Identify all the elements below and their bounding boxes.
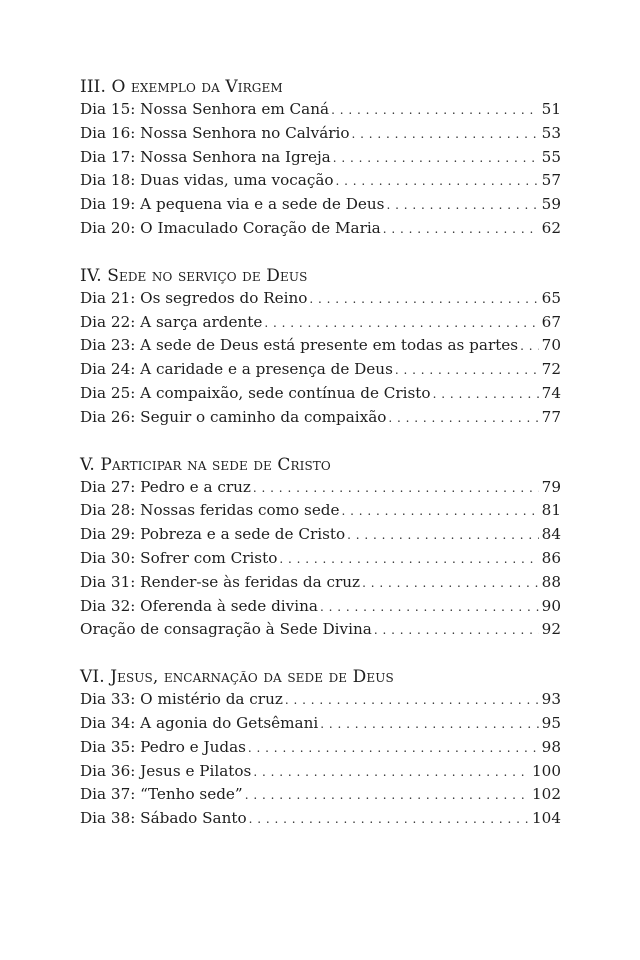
page-number: 86 xyxy=(541,548,561,567)
section-title: V. Participar na sede de Cristo xyxy=(80,454,331,475)
dot-leader xyxy=(245,784,529,807)
entry-label: Dia 25: A compaixão, sede contínua de Cristo xyxy=(80,383,431,402)
entry-label: Dia 27: Pedro e a cruz xyxy=(80,477,251,496)
dot-leader xyxy=(285,689,539,712)
section-title: VI. Jesus, encarnação da sede de Deus xyxy=(80,667,394,688)
table-of-contents xyxy=(80,76,561,855)
entry-label: Dia 38: Sábado Santo xyxy=(80,809,247,828)
entry-label: Dia 30: Sofrer com Cristo xyxy=(80,548,278,567)
entry-label: Dia 24: A caridade e a presença de Deus xyxy=(80,360,393,379)
entry-label: Dia 19: A pequena via e a sede de Deus xyxy=(80,195,385,214)
dot-leader xyxy=(320,596,539,619)
toc-entry xyxy=(80,760,561,784)
toc-section xyxy=(80,666,561,831)
page-number: 93 xyxy=(541,690,561,709)
entry-label: Dia 31: Render-se às feridas da cruz xyxy=(80,572,361,591)
page-number: 98 xyxy=(541,737,561,756)
dot-leader xyxy=(374,619,539,642)
toc-entry xyxy=(80,547,561,571)
toc-entry xyxy=(80,311,561,335)
dot-leader xyxy=(320,713,538,736)
page-number: 81 xyxy=(541,501,561,520)
page-number: 100 xyxy=(532,761,561,780)
toc-entry xyxy=(80,523,561,547)
entry-label: Oração de consagração à Sede Divina xyxy=(80,620,372,639)
entry-label: Dia 15: Nossa Senhora em Caná xyxy=(80,100,330,118)
toc-entry xyxy=(80,358,561,382)
toc-entry xyxy=(80,382,561,406)
page-number: 77 xyxy=(541,407,561,426)
toc-entry xyxy=(80,736,561,760)
toc-entry xyxy=(80,712,561,736)
dot-leader xyxy=(520,335,539,358)
dot-leader xyxy=(386,194,538,217)
toc-entry xyxy=(80,334,561,358)
page-number: 51 xyxy=(541,100,561,118)
toc-section xyxy=(80,454,561,643)
page-number: 67 xyxy=(541,312,561,331)
dot-leader xyxy=(253,761,529,784)
page-number: 84 xyxy=(541,525,561,544)
dot-leader xyxy=(309,288,538,311)
toc-section xyxy=(80,76,561,241)
page-number: 95 xyxy=(541,713,561,732)
entry-label: Dia 35: Pedro e Judas xyxy=(80,737,246,756)
entry-label: Dia 23: A sede de Deus está presente em todas as partes xyxy=(80,336,519,355)
page-number: 62 xyxy=(541,218,561,237)
section-title: IV. Sede no serviço de Deus xyxy=(80,265,308,286)
page-number: 79 xyxy=(541,477,561,496)
entry-label: Dia 33: O mistério da cruz xyxy=(80,690,283,709)
toc-entry xyxy=(80,406,561,430)
dot-leader xyxy=(362,572,539,595)
page-number: 104 xyxy=(532,809,561,828)
dot-leader xyxy=(433,383,539,406)
entry-label: Dia 17: Nossa Senhora na Igreja xyxy=(80,147,331,166)
page-number: 102 xyxy=(532,785,561,804)
dot-leader xyxy=(383,218,539,241)
toc-entry xyxy=(80,193,561,217)
dot-leader xyxy=(342,500,539,523)
toc-entry xyxy=(80,98,561,122)
entry-label: Dia 32: Oferenda à sede divina xyxy=(80,596,318,615)
page-number: 70 xyxy=(541,336,561,355)
toc-entry xyxy=(80,146,561,170)
toc-entry xyxy=(80,783,561,807)
toc-entry xyxy=(80,807,561,831)
page-number: 88 xyxy=(541,572,561,591)
dot-leader xyxy=(347,524,539,547)
page-number: 90 xyxy=(541,596,561,615)
toc-entry xyxy=(80,287,561,311)
entry-label: Dia 22: A sarça ardente xyxy=(80,312,263,331)
entry-label: Dia 28: Nossas feridas como sede xyxy=(80,501,340,520)
dot-leader xyxy=(279,548,538,571)
entry-label: Dia 34: A agonia do Getsêmani xyxy=(80,713,319,732)
page-number: 92 xyxy=(541,620,561,639)
toc-entry xyxy=(80,688,561,712)
page-number: 74 xyxy=(541,383,561,402)
toc-entry xyxy=(80,618,561,642)
entry-label: Dia 37: “Tenho sede” xyxy=(80,785,243,804)
dot-leader xyxy=(253,477,539,500)
entry-label: Dia 18: Duas vidas, uma vocação xyxy=(80,171,334,190)
toc-entry xyxy=(80,217,561,241)
toc-entry xyxy=(80,499,561,523)
dot-leader xyxy=(264,312,538,335)
entry-label: Dia 36: Jesus e Pilatos xyxy=(80,761,252,780)
section-title: III. O exemplo da Virgem xyxy=(80,77,283,97)
dot-leader xyxy=(248,737,539,760)
page-number: 59 xyxy=(541,195,561,214)
dot-leader xyxy=(395,359,539,382)
toc-entry xyxy=(80,122,561,146)
entry-label: Dia 21: Os segredos do Reino xyxy=(80,288,308,307)
entry-label: Dia 16: Nossa Senhora no Calvário xyxy=(80,123,350,142)
dot-leader xyxy=(333,147,539,170)
entry-label: Dia 20: O Imaculado Coração de Maria xyxy=(80,218,381,237)
dot-leader xyxy=(249,808,529,831)
page-number: 57 xyxy=(541,171,561,190)
toc-section xyxy=(80,265,561,430)
dot-leader xyxy=(336,170,539,193)
toc-entry xyxy=(80,476,561,500)
page-number: 55 xyxy=(541,147,561,166)
toc-entry xyxy=(80,595,561,619)
page-number: 53 xyxy=(541,123,561,142)
page-number: 72 xyxy=(541,360,561,379)
toc-entry xyxy=(80,169,561,193)
entry-label: Dia 29: Pobreza e a sede de Cristo xyxy=(80,525,346,544)
page-number: 65 xyxy=(541,288,561,307)
entry-label: Dia 26: Seguir o caminho da compaixão xyxy=(80,407,387,426)
dot-leader xyxy=(352,123,539,146)
dot-leader xyxy=(331,99,539,122)
dot-leader xyxy=(388,407,538,430)
toc-entry xyxy=(80,571,561,595)
